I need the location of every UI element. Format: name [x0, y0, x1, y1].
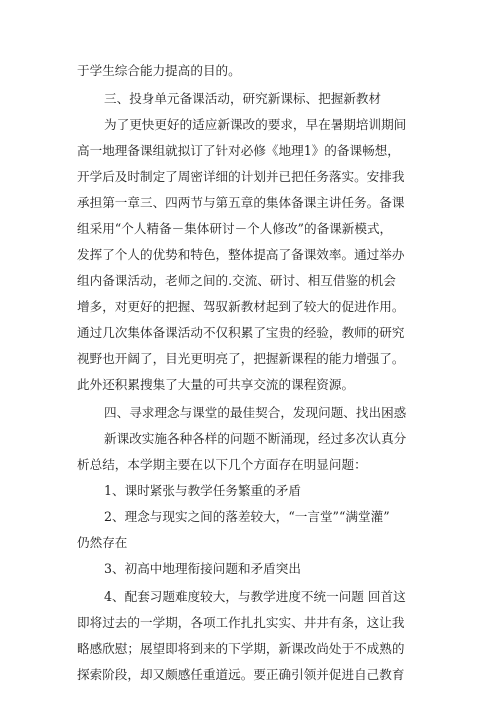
text-line: 析总结，本学期主要在以下几个方面存在明显问题： — [77, 457, 367, 472]
text-line: 增多，对更好的把握、驾驭新教材起到了较大的促进作用。 — [77, 299, 405, 314]
text-line: 于学生综合能力提高的目的。 — [77, 63, 241, 78]
list-item: 1、课时紧张与教学任务繁重的矛盾 — [104, 483, 301, 498]
section-heading: 三、投身单元备课活动，研究新课标、把握新教材 — [104, 91, 382, 106]
text-line: 探索阶段，却又颇感任重道远。要正确引领并促进自己教育 — [77, 667, 405, 682]
list-item: 2、理念与现实之间的落差较大，“一言堂”“满堂灌” — [104, 509, 390, 524]
text-line: 高一地理备课组就拟订了针对必修《地理1》的备课畅想， — [77, 143, 400, 158]
text-line: 为了更快更好的适应新课改的要求，早在暑期培训期间 — [104, 117, 407, 132]
text-line: 此外还积累搜集了大量的可共享交流的课程资源。 — [77, 377, 355, 392]
section-heading: 四、寻求理念与课堂的最佳契合，发现问题、找出困惑 — [104, 405, 407, 420]
text-line: 通过几次集体备课活动不仅积累了宝贵的经验，教师的研究 — [77, 325, 405, 340]
text-line: 新课改实施各种各样的问题不断涌现，经过多次认真分 — [104, 431, 407, 446]
text-line: 发挥了个人的优势和特色，整体提高了备课效率。通过举办 — [77, 247, 405, 262]
text-line: 仍然存在 — [77, 535, 128, 550]
text-line: 组内备课活动，老师之间的.交流、研讨、相互借鉴的机会 — [77, 273, 396, 288]
text-line: 略感欣慰；展望即将到来的下学期，新课改尚处于不成熟的 — [77, 641, 405, 656]
text-line: 视野也开阔了，目光更明亮了，把握新课程的能力增强了。 — [77, 351, 405, 366]
list-item: 4、配套习题难度较大，与教学进度不统一问题 回首这 — [104, 589, 406, 604]
text-line: 即将过去的一学期，各项工作扎扎实实、井井有条，这让我 — [77, 615, 405, 630]
text-line: 承担第一章三、四两节与第五章的集体备课主讲任务。备课 — [77, 195, 405, 210]
text-line: 组采用“个人精备－集体研讨－个人修改”的备课新模式， — [77, 221, 393, 236]
text-line: 开学后及时制定了周密详细的计划并已把任务落实。安排我 — [77, 169, 405, 184]
list-item: 3、初高中地理衔接问题和矛盾突出 — [104, 561, 301, 576]
